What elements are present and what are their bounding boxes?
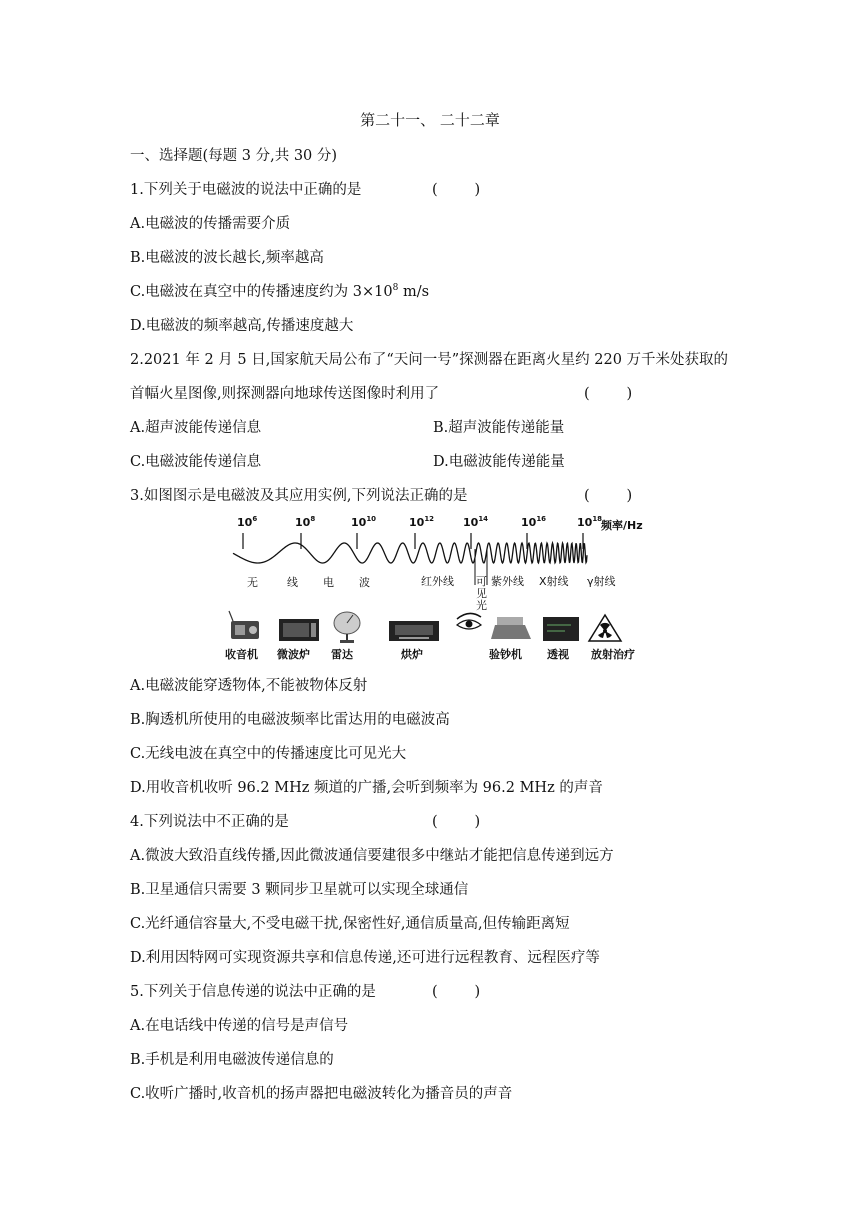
band-visible-2: 见 (476, 587, 487, 600)
q4-option-d: D.利用因特网可实现资源共享和信息传递,还可进行远程教育、远程医疗等 (130, 950, 600, 966)
band-radio-4: 波 (359, 576, 370, 589)
band-radio-3: 电 (323, 576, 334, 589)
q2-answer-bracket[interactable]: ( ) (584, 386, 633, 402)
q4-answer-bracket[interactable]: ( ) (432, 814, 481, 830)
band-labels (247, 574, 616, 612)
band-uv: 紫外线 (491, 575, 524, 588)
xray-screen-icon (543, 617, 579, 641)
em-spectrum-figure (225, 513, 645, 663)
q4-option-b: B.卫星通信只需要 3 颗同步卫星就可以实现全球通信 (130, 882, 469, 898)
q2-option-c: C.电磁波能传递信息 (130, 454, 262, 470)
app-label-radar: 雷达 (331, 648, 353, 661)
q1-option-c-unit: m/s (398, 284, 430, 300)
band-visible-1: 可 (476, 575, 487, 588)
section-heading: 一、选择题(每题 3 分,共 30 分) (130, 148, 338, 164)
radar-dish-icon (334, 612, 360, 643)
q3-option-a: A.电磁波能穿透物体,不能被物体反射 (130, 678, 368, 694)
radiation-warning-icon (589, 615, 621, 641)
q3-option-b: B.胸透机所使用的电磁波频率比雷达用的电磁波高 (130, 712, 450, 728)
q5-option-c: C.收听广播时,收音机的扬声器把电磁波转化为播音员的声音 (130, 1086, 513, 1102)
band-xray: X射线 (539, 575, 569, 588)
freq-label-2: $10^8$ (295, 515, 316, 529)
q1-answer-bracket[interactable]: ( ) (432, 182, 481, 198)
q2-option-d: D.电磁波能传递能量 (433, 454, 565, 470)
eye-icon (457, 613, 481, 629)
q3-stem: 3.如图图示是电磁波及其应用实例,下列说法正确的是 (130, 488, 468, 504)
q3-answer-bracket[interactable]: ( ) (584, 488, 633, 504)
money-detector-icon (491, 617, 531, 639)
q3-option-d: D.用收音机收听 96.2 MHz 频道的广播,会听到频率为 96.2 MHz 的声音 (130, 780, 603, 796)
q3-option-c: C.无线电波在真空中的传播速度比可见光大 (130, 746, 407, 762)
q4-stem: 4.下列说法中不正确的是 (130, 814, 289, 830)
q2-option-a: A.超声波能传递信息 (130, 420, 262, 436)
oven-icon (389, 621, 439, 641)
q5-answer-bracket[interactable]: ( ) (432, 984, 481, 1000)
q5-stem: 5.下列关于信息传递的说法中正确的是 (130, 984, 376, 1000)
q1-option-d: D.电磁波的频率越高,传播速度越大 (130, 318, 354, 334)
microwave-oven-icon (279, 619, 319, 641)
q4-option-c: C.光纤通信容量大,不受电磁干扰,保密性好,通信质量高,但传输距离短 (130, 916, 570, 932)
application-labels (225, 647, 635, 661)
radio-receiver-icon (229, 611, 259, 639)
q2-stem-line2: 首幅火星图像,则探测器向地球传送图像时利用了 (130, 386, 440, 402)
freq-label-7: $10^{18}$ (577, 515, 603, 529)
q2-stem-line1: 2.2021 年 2 月 5 日,国家航天局公布了“天问一号”探测器在距离火星约 220 万千米处获取的 (130, 352, 729, 368)
band-radio-1: 无 (247, 576, 258, 589)
q1-option-c-exponent: 8 (392, 283, 399, 294)
q1-stem: 1.下列关于电磁波的说法中正确的是 (130, 182, 362, 198)
app-label-xray: 透视 (547, 648, 569, 661)
freq-unit-label: 频率/Hz (601, 519, 643, 532)
q1-option-a: A.电磁波的传播需要介质 (130, 216, 291, 232)
freq-label-5: $10^{14}$ (463, 515, 489, 529)
app-label-radiotherapy: 放射治疗 (591, 648, 635, 661)
freq-label-4: $10^{12}$ (409, 515, 435, 529)
app-label-microwave: 微波炉 (277, 648, 310, 661)
q1-option-c-text: C.电磁波在真空中的传播速度约为 3×10 (130, 284, 393, 300)
freq-label-6: $10^{16}$ (521, 515, 547, 529)
q5-option-a: A.在电话线中传递的信号是声信号 (130, 1018, 349, 1034)
freq-label-3: $10^{10}$ (351, 515, 377, 529)
app-label-oven: 烘炉 (401, 648, 423, 661)
q2-option-b: B.超声波能传递能量 (433, 420, 565, 436)
band-visible-3: 光 (476, 599, 487, 612)
band-gamma: γ射线 (587, 575, 616, 588)
q1-option-c (130, 282, 429, 302)
q4-option-a: A.微波大致沿直线传播,因此微波通信要建很多中继站才能把信息传递到远方 (130, 848, 614, 864)
q5-option-b: B.手机是利用电磁波传递信息的 (130, 1052, 334, 1068)
freq-label-1: $10^6$ (237, 515, 258, 529)
band-infrared: 红外线 (421, 575, 454, 588)
app-label-money-detector: 验钞机 (489, 648, 522, 661)
freq-ticks (243, 533, 583, 549)
em-wave-curve (233, 543, 587, 563)
page-title: 第二十一、 二十二章 (360, 111, 500, 129)
app-label-radio: 收音机 (225, 648, 258, 661)
q1-option-b: B.电磁波的波长越长,频率越高 (130, 250, 324, 266)
band-radio-2: 线 (287, 576, 298, 589)
